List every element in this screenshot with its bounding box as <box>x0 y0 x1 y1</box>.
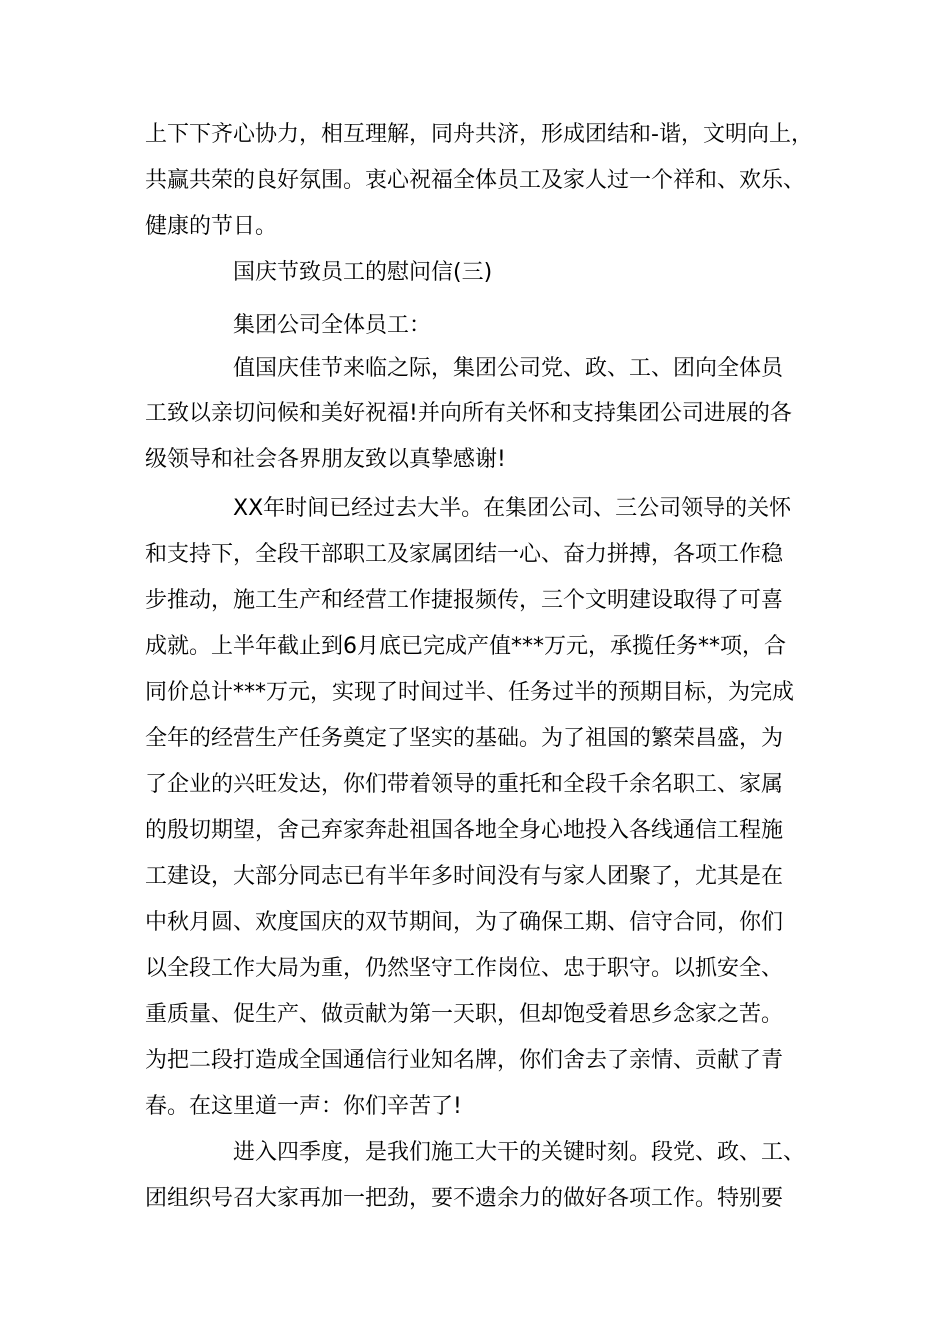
text-line: 健康的节日。 <box>145 214 278 239</box>
text-line: 进入四季度，是我们施工大干的关键时刻。段党、政、工、 <box>233 1140 806 1165</box>
text-line: 同价总计***万元，实现了时间过半、任务过半的预期目标，为完成 <box>145 680 795 705</box>
text-line: 值国庆佳节来临之际，集团公司党、政、工、团向全体员 <box>233 356 784 381</box>
text-line: 了企业的兴旺发达，你们带着领导的重托和全段千余名职工、家属 <box>145 772 784 797</box>
text-line: 工建设，大部分同志已有半年多时间没有与家人团聚了，尤其是在 <box>145 864 784 889</box>
text-line: 中秋月圆、欢度国庆的双节期间，为了确保工期、信守合同，你们 <box>145 910 784 935</box>
text-line: 级领导和社会各界朋友致以真挚感谢! <box>145 447 506 472</box>
text-line: 以全段工作大局为重，仍然坚守工作岗位、忠于职守。以抓安全、 <box>145 956 784 981</box>
text-line: 上下下齐心协力，相互理解，同舟共济，形成团结和-谐，文明向上， <box>145 122 813 147</box>
text-line: 重质量、促生产、做贡献为第一天职，但却饱受着思乡念家之苦。 <box>145 1002 784 1027</box>
text-line: 的殷切期望，舍己弃家奔赴祖国各地全身心地投入各线通信工程施 <box>145 818 784 843</box>
text-line: 春。在这里道一声：你们辛苦了! <box>145 1094 462 1119</box>
text-line: 为把二段打造成全国通信行业知名牌，你们舍去了亲情、贡献了青 <box>145 1048 784 1073</box>
text-line: 和支持下，全段干部职工及家属团结一心、奋力拼搏，各项工作稳 <box>145 542 784 567</box>
letter-title: 国庆节致员工的慰问信(三) <box>233 260 493 285</box>
text-line: 团组织号召大家再加一把劲，要不遗余力的做好各项工作。特别要 <box>145 1186 784 1211</box>
text-line: 工致以亲切问候和美好祝福!并向所有关怀和支持集团公司进展的各 <box>145 401 792 426</box>
text-line: 全年的经营生产任务奠定了坚实的基础。为了祖国的繁荣昌盛，为 <box>145 726 784 751</box>
text-line: 步推动，施工生产和经营工作捷报频传，三个文明建设取得了可喜 <box>145 588 784 613</box>
text-line: XX年时间已经过去大半。在集团公司、三公司领导的关怀 <box>233 496 792 521</box>
text-line: 成就。上半年截止到6月底已完成产值***万元，承揽任务**项，合 <box>145 634 786 659</box>
text-line: 共赢共荣的良好氛围。衷心祝福全体员工及家人过一个祥和、欢乐、 <box>145 168 806 193</box>
letter-salutation: 集团公司全体员工： <box>233 313 432 338</box>
